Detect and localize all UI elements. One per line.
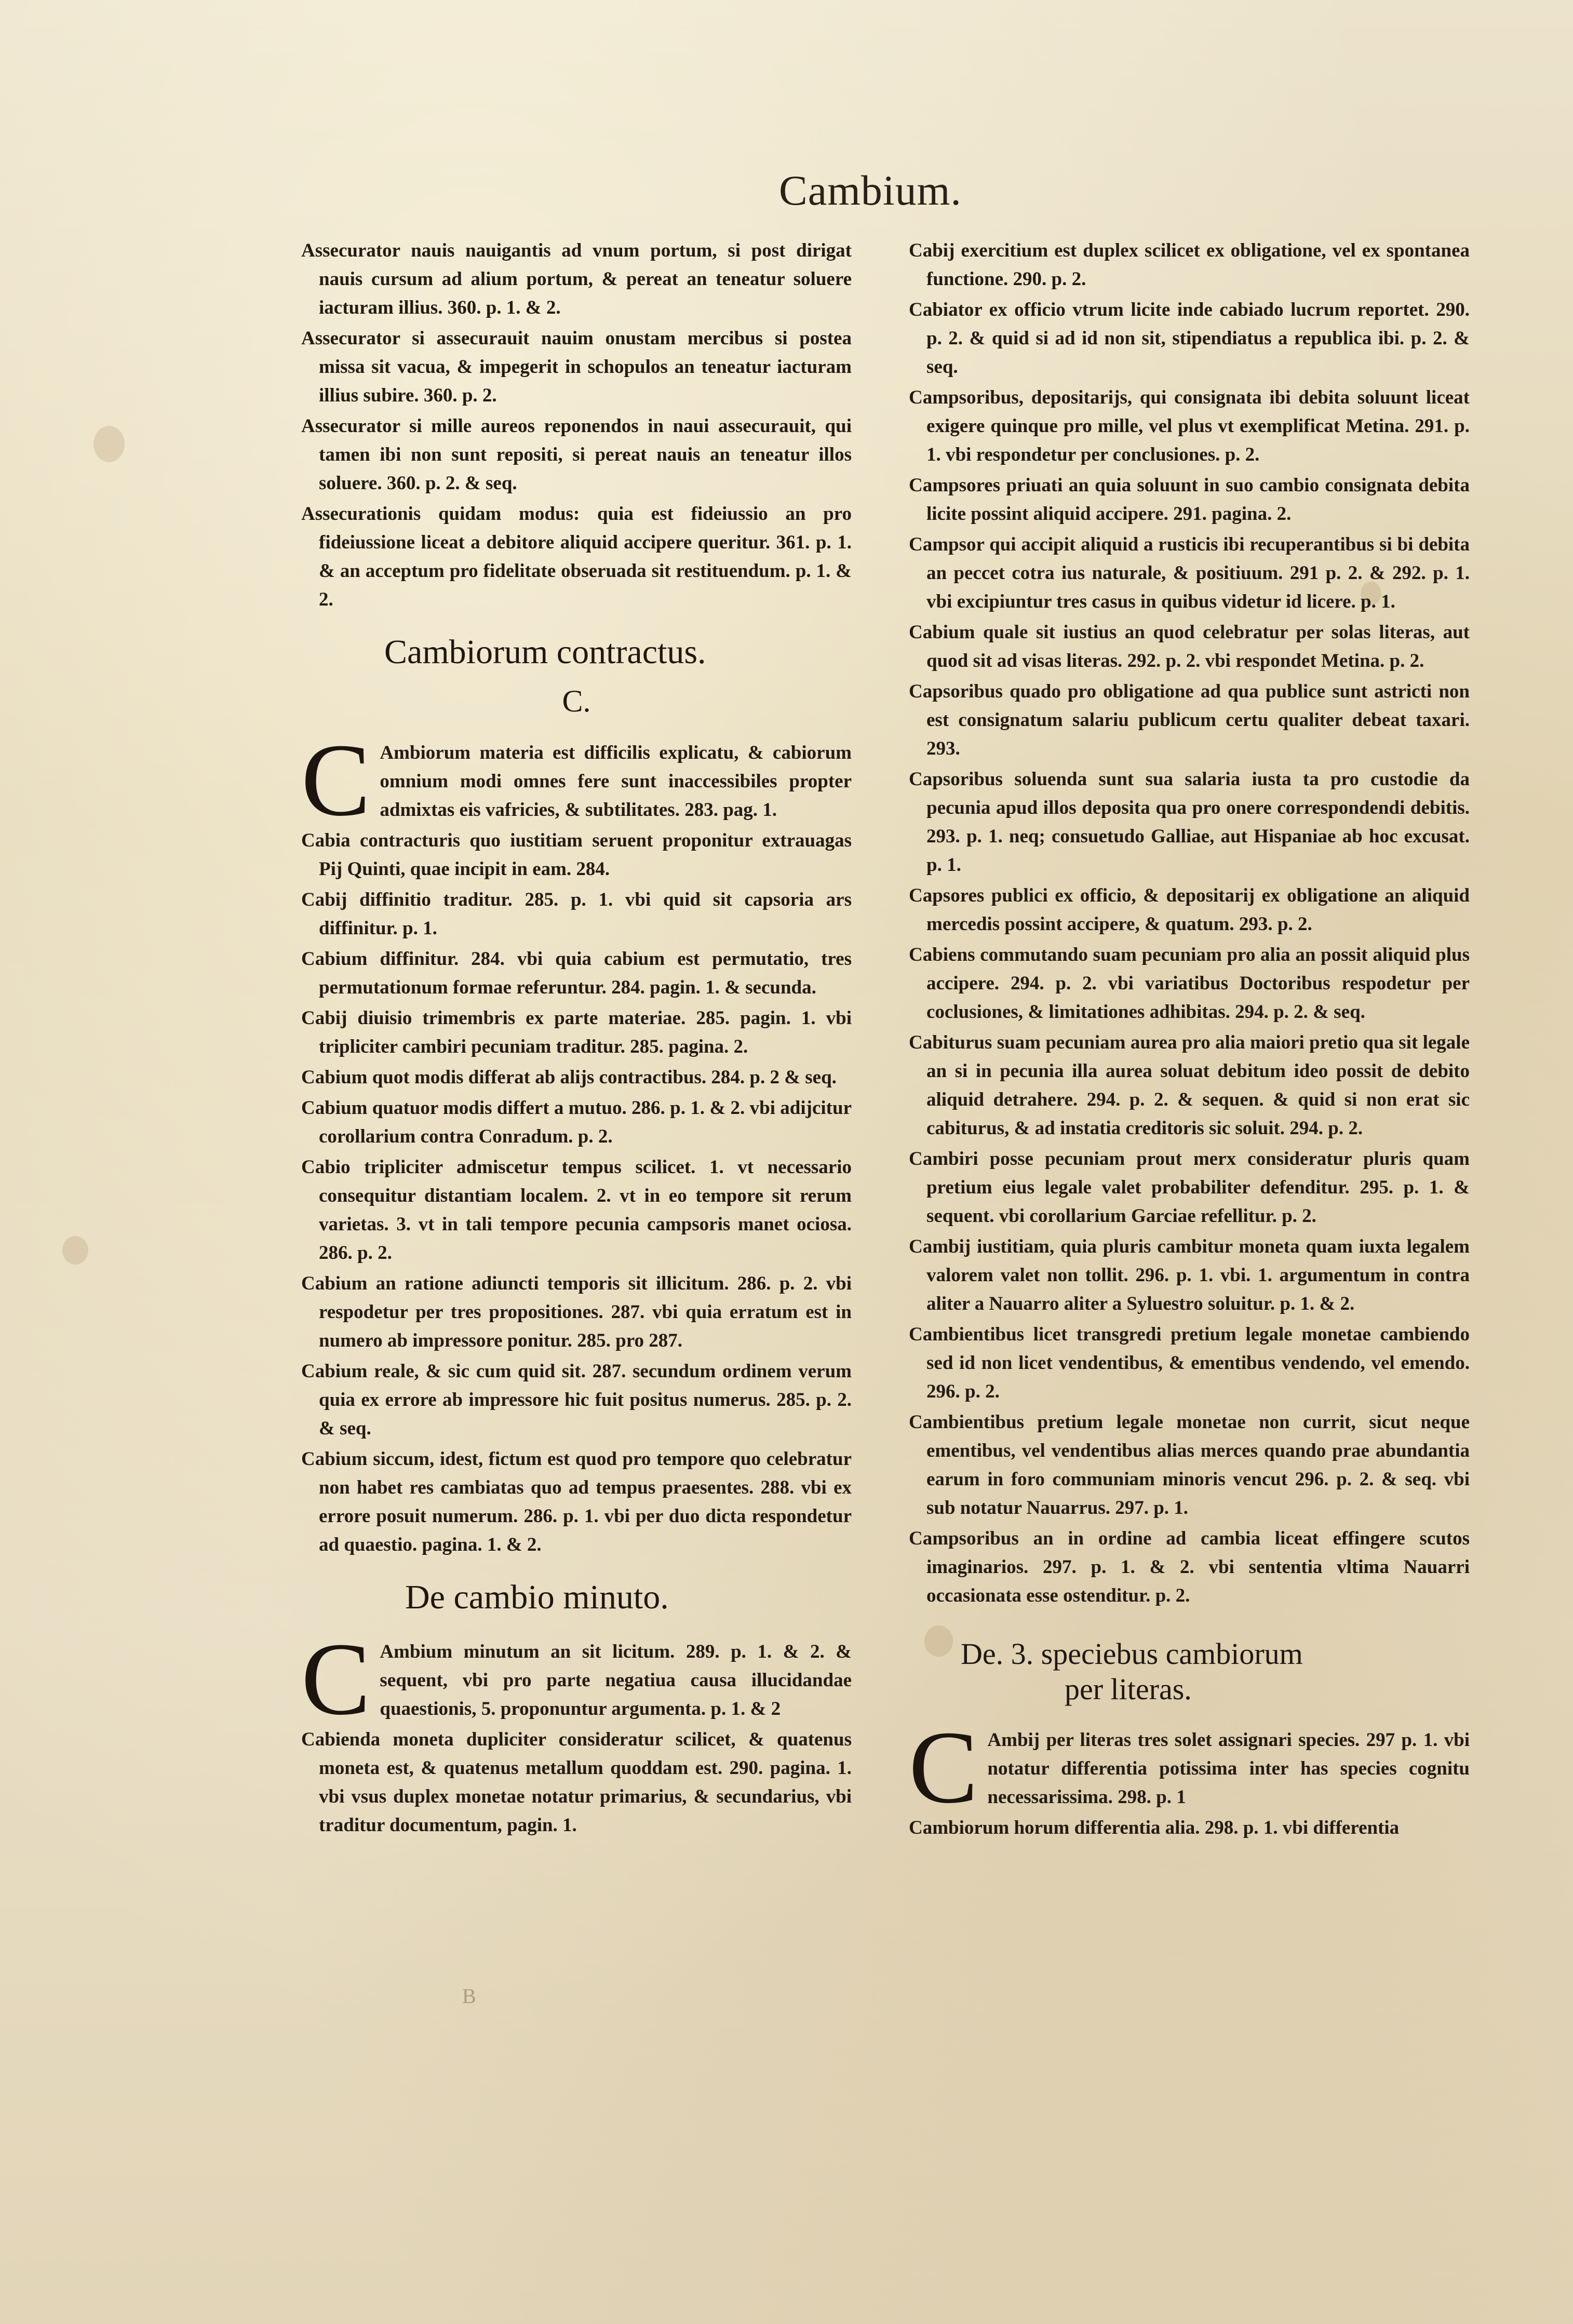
left-block-3: [301, 1725, 852, 1839]
index-entry: Assecurationis quidam modus: quia est fideiussio an pro fideiussione liceat a debitore aliquid accipere queritur. 361. p. 1. & an acceptum pro fidelitate obseruada sit restituendum. p. 1. & 2.: [301, 503, 852, 610]
index-entry: Cambientibus pretium legale monetae non currit, sicut neque ementibus, vel vendentibus alias merces quando prae abundantia earum in foro communiam minoris vencut 296. p. 2. & seq. vbi sub notatur Nauarrus. 297. p. 1.: [909, 1412, 1470, 1519]
section-heading: De. 3. speciebus cambiorum: [961, 1637, 1303, 1671]
section-heading: De cambio minuto.: [405, 1578, 669, 1616]
index-entry: Assecurator nauis nauigantis ad vnum portum, si post dirigat nauis cursum ad alium portum, & pereat an teneatur soluere iacturam illius. 360. p. 1. & 2.: [301, 240, 852, 318]
dropcap-entry-text: Ambij per literas tres solet assignari species. 297 p. 1. vbi notatur differentia potissima inter has species cognitu necessarissima. 298. p. 1: [987, 1729, 1470, 1808]
paper-stain: [93, 426, 125, 462]
index-entry: Campsoribus, depositarijs, qui consignata ibi debita soluunt liceat exigere quinque pro mille, vel plus vt exemplificat Metina. 291. p. 1. vbi respondetur per conclusiones. p. 2.: [909, 387, 1470, 465]
index-entry: Cabienda moneta dupliciter consideratur scilicet, & quatenus moneta est, & quatenus metallum quoddam est. 290. pagina. 1. vbi vsus duplex monetae notatur primarius, & secundarius, vbi traditur documentum, pagin. 1.: [301, 1729, 852, 1836]
right-block-1: [909, 236, 1470, 1610]
index-entry: Cabium quatuor modis differt a mutuo. 286. p. 1. & 2. vbi adijcitur corollarium contra Conradum. p. 2.: [301, 1097, 852, 1147]
index-entry: Cabium diffinitur. 284. vbi quia cabium est permutatio, tres permutationum formae referuntur. 284. pagin. 1. & secunda.: [301, 948, 852, 998]
index-entry: Cabij exercitium est duplex scilicet ex obligatione, vel ex spontanea functione. 290. p. 2.: [909, 240, 1470, 290]
left-block-2: [301, 826, 852, 1559]
index-entry: Cambiorum horum differentia alia. 298. p. 1. vbi differentia: [909, 1817, 1400, 1838]
dropcap-entry: [909, 1710, 1470, 1825]
index-entry: Cabiturus suam pecuniam aurea pro alia maiori pretio qua sit legale an si in pecunia illa aurea soluat debitum ideo possit de debito aliquid detrahere. 294. p. 2. & sequen. & quid si non erat sic cabiturus, & ad instatia creditoris sic soluit. 294. p. 2.: [909, 1032, 1470, 1139]
drop-capital: C: [301, 1622, 371, 1737]
dropcap-entry: [301, 723, 852, 838]
dropcap-entry-text: Ambiorum materia est difficilis explicatu, & cabiorum omnium modi omnes fere sunt inaccessibiles propter admixtas eis vafricies, & subtilitates. 283. pag. 1.: [380, 742, 852, 821]
paper-stain: [62, 1236, 88, 1265]
index-entry: Cabia contracturis quo iustitiam seruent proponitur extrauagas Pij Quinti, quae incipit in eam. 284.: [301, 830, 852, 880]
index-entry: Cabij diuisio trimembris ex parte materiae. 285. pagin. 1. vbi tripliciter cambiri pecuniam traditur. 285. pagina. 2.: [301, 1007, 852, 1057]
index-entry: Cabium reale, & sic cum quid sit. 287. secundum ordinem verum quia ex errore ab impressore hic fuit positus numerus. 285. p. 2. & seq.: [301, 1361, 852, 1439]
index-entry: Cabium quot modis differat ab alijs contractibus. 284. p. 2 & seq.: [301, 1067, 837, 1088]
index-entry: Cambiri posse pecuniam prout merx consideratur pluris quam pretium eius legale valet probabiliter defenditur. 295. p. 1. & sequent. vbi corollarium Garciae refellitur. p. 2.: [909, 1148, 1470, 1227]
right-column: [909, 236, 1470, 1844]
index-entry: Campsoribus an in ordine ad cambia liceat effingere scutos imaginarios. 297. p. 1. & 2. vbi sententia vltima Nauarri occasionata esse ostenditur. p. 2.: [909, 1528, 1470, 1606]
index-entry: Cambientibus licet transgredi pretium legale monetae cambiendo sed id non licet vendentibus, & ementibus vendendo, vel emendo. 296. p. 2.: [909, 1324, 1470, 1402]
index-entry: Cabium siccum, idest, fictum est quod pro tempore quo celebratur non habet res cambiatas quo ad tempus praesentes. 288. vbi ex errore posuit numerum. 286. p. 1. vbi per duo dicta respondetur ad quaestio. pagina. 1. & 2.: [301, 1448, 852, 1555]
index-entry: Cabium an ratione adiuncti temporis sit illicitum. 286. p. 2. vbi respodetur per tres propositiones. 287. vbi quia erratum est in numero ab impressore ponitur. 285. pro 287.: [301, 1273, 852, 1351]
section-heading-continuation: per literas.: [1065, 1672, 1192, 1706]
index-entry: Cabij diffinitio traditur. 285. p. 1. vbi quid sit capsoria ars diffinitur. p. 1.: [301, 889, 852, 939]
left-block-1: [301, 236, 852, 614]
left-column: [301, 236, 852, 1842]
index-entry: Campsor qui accipit aliquid a rusticis ibi recuperantibus si bi debita an peccet cotra ius naturale, & positiuum. 291 p. 2. & 292. p. 1. vbi excipiuntur tres casus in quibus videtur id licere. p. 1.: [909, 534, 1470, 612]
running-head: Cambium.: [779, 167, 962, 214]
section-heading: Cambiorum contractus.: [384, 633, 706, 671]
drop-capital: C: [909, 1710, 978, 1825]
index-entry: Assecurator si mille aureos reponendos in naui assecurauit, qui tamen ibi non sunt repositi, si pereat nauis an teneatur illos soluere. 360. p. 2. & seq.: [301, 415, 852, 494]
drop-capital: C: [301, 723, 371, 838]
index-entry: Capsores publici ex officio, & depositarij ex obligatione an aliquid mercedis possint accipere, & quatum. 293. p. 2.: [909, 885, 1470, 935]
index-entry: Cabio tripliciter admiscetur tempus scilicet. 1. vt necessario consequitur distantiam localem. 2. vt in eo tempore sit rerum varietas. 3. vt in tali tempore pecunia campsoris manet ociosa. 286. p. 2.: [301, 1157, 852, 1264]
index-entry: Cambij iustitiam, quia pluris cambitur moneta quam iuxta legalem valorem valet non tollit. 296. p. 1. vbi. 1. argumentum in contra aliter a Nauarro aliter a Syluestro soluitur. p. 1. & 2.: [909, 1236, 1470, 1314]
index-entry: Capsoribus soluenda sunt sua salaria iusta ta pro custodie da pecunia apud illos deposita qua pro onere correspondendi debitis. 293. p. 1. neq; consuetudo Galliae, aut Hispaniae ab hoc excusat. p. 1.: [909, 769, 1470, 876]
index-entry: Capsoribus quado pro obligatione ad qua publice sunt astricti non est consignatum salariu publicum certu qualiter debeat taxari. 293.: [909, 681, 1470, 759]
index-entry: Cabiens commutando suam pecuniam pro alia an possit aliquid plus accipere. 294. p. 2. vbi variatibus Doctoribus respodetur per coclusiones, & limitationes adhibitas. 294. p. 2. & seq.: [909, 944, 1470, 1023]
right-block-2: [909, 1813, 1470, 1842]
index-entry: Cabium quale sit iustius an quod celebratur per solas literas, aut quod sit ad visas literas. 292. p. 2. vbi respondet Metina. p. 2.: [909, 622, 1470, 671]
dropcap-entry: [301, 1622, 852, 1737]
index-entry: Cabiator ex officio vtrum licite inde cabiado lucrum reportet. 290. p. 2. & quid si ad id non sit, stipendiatus a republica ibi. p. 2. & seq.: [909, 299, 1470, 378]
index-entry: Assecurator si assecurauit nauim onustam mercibus si postea missa sit vacua, & impegerit in schopulos an teneatur iacturam illius subire. 360. p. 2.: [301, 328, 852, 406]
show-through-mark: B: [462, 1984, 476, 2008]
letter-heading: C.: [562, 684, 591, 718]
dropcap-entry-text: Ambium minutum an sit licitum. 289. p. 1. & 2. & sequent, vbi pro parte negatiua causa illucidandae quaestionis, 5. proponuntur argumenta. p. 1. & 2: [380, 1641, 852, 1720]
index-entry: Campsores priuati an quia soluunt in suo cambio consignata debita licite possint aliquid accipere. 291. pagina. 2.: [909, 475, 1470, 525]
